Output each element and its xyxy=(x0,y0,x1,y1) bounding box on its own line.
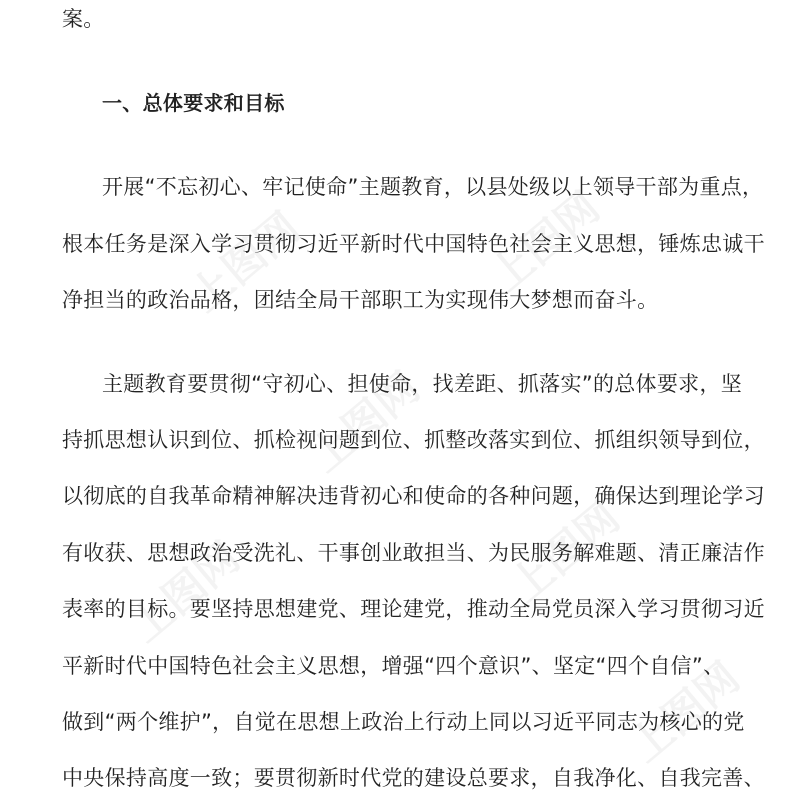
paragraph-line: 平新时代中国特色社会主义思想，增强“四个意识”、坚定“四个自信”、 xyxy=(62,654,725,678)
text-line: 案。 xyxy=(62,7,105,31)
paragraph-line: 主题教育要贯彻“守初心、担使命，找差距、抓落实”的总体要求，坚 xyxy=(102,372,743,396)
watermark: 上图网 xyxy=(120,532,249,652)
paragraph-line: 持抓思想认识到位、抓检视问题到位、抓整改落实到位、抓组织领导到位， xyxy=(62,428,765,452)
watermark: 上图网 xyxy=(620,652,749,772)
section-heading: 一、总体要求和目标 xyxy=(102,91,285,115)
paragraph-line: 以彻底的自我革命精神解决违背初心和使命的各种问题，确保达到理论学习 xyxy=(62,484,765,508)
paragraph-line: 开展“不忘初心、牢记使命”主题教育，以县处级以上领导干部为重点， xyxy=(102,175,764,199)
paragraph-line: 有收获、思想政治受洗礼、干事创业敢担当、为民服务解难题、清正廉洁作 xyxy=(62,541,765,565)
paragraph-line: 中央保持高度一致；要贯彻新时代党的建设总要求，自我净化、自我完善、 xyxy=(62,766,765,790)
paragraph-line: 净担当的政治品格，团结全局干部职工为实现伟大梦想而奋斗。 xyxy=(62,288,659,312)
watermark: 上图网 xyxy=(500,492,629,612)
watermark: 上图网 xyxy=(180,202,309,322)
watermark: 上图网 xyxy=(480,182,609,302)
paragraph-line: 表率的目标。要坚持思想建党、理论建党，推动全局党员深入学习贯彻习近 xyxy=(62,597,765,621)
paragraph-line: 做到“两个维护”，自觉在思想上政治上行动上同以习近平同志为核心的党 xyxy=(62,710,745,734)
paragraph-line: 根本任务是深入学习贯彻习近平新时代中国特色社会主义思想，锤炼忠诚干 xyxy=(62,232,765,256)
watermark: 上图网 xyxy=(300,362,429,482)
